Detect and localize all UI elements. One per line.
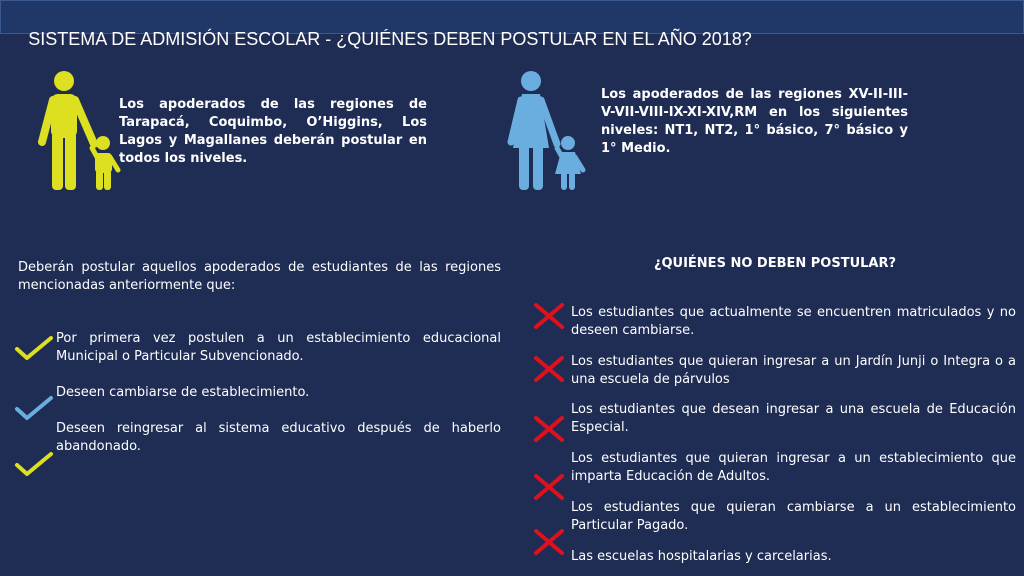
adult-child-blue-icon xyxy=(505,70,590,192)
must-apply-item: Deseen cambiarse de establecimiento. xyxy=(56,385,310,400)
no-apply-item: Los estudiantes que quieran ingresar a un Jardín Junji o Integra o a una escuela de párvulos xyxy=(571,354,1016,387)
cross-icon xyxy=(533,415,565,443)
no-apply-item: Las escuelas hospitalarias y carcelarias. xyxy=(571,549,832,564)
no-apply-item: Los estudiantes que desean ingresar a una escuela de Educación Especial. xyxy=(571,402,1016,435)
check-icon xyxy=(14,335,54,361)
must-apply-item: Deseen reingresar al sistema educativo después de haberlo abandonado. xyxy=(56,421,501,454)
no-apply-heading: ¿QUIÉNES NO DEBEN POSTULAR? xyxy=(653,256,897,271)
check-icon xyxy=(14,451,54,477)
page-title: SISTEMA DE ADMISIÓN ESCOLAR - ¿QUIÉNES DEBEN POSTULAR EN EL AÑO 2018? xyxy=(28,29,752,49)
no-apply-item: Los estudiantes que quieran ingresar a un establecimiento que imparta Educación de Adultos. xyxy=(571,451,1016,484)
cross-icon xyxy=(533,302,565,330)
no-apply-item: Los estudiantes que actualmente se encuentren matriculados y no deseen cambiarse. xyxy=(571,305,1016,338)
cross-icon xyxy=(533,473,565,501)
check-icon xyxy=(14,395,54,421)
adult-child-yellow-icon xyxy=(34,70,124,192)
left-regions-text: Los apoderados de las regiones de Tarapacá, Coquimbo, O’Higgins, Los Lagos y Magallanes deberán postular en todos los niveles. xyxy=(119,97,427,166)
right-regions-text: Los apoderados de las regiones XV-II-III-V-VII-VIII-IX-XI-XIV,RM en los siguientes niveles: NT1, NT2, 1° básico, 7° básico y 1° Medio. xyxy=(601,87,908,156)
no-apply-item: Los estudiantes que quieran cambiarse a un establecimiento Particular Pagado. xyxy=(571,500,1016,533)
cross-icon xyxy=(533,528,565,556)
must-apply-intro: Deberán postular aquellos apoderados de estudiantes de las regiones mencionadas anteriormente que: xyxy=(18,260,501,293)
must-apply-item: Por primera vez postulen a un establecimiento educacional Municipal o Particular Subvencionado. xyxy=(56,331,501,364)
cross-icon xyxy=(533,355,565,383)
